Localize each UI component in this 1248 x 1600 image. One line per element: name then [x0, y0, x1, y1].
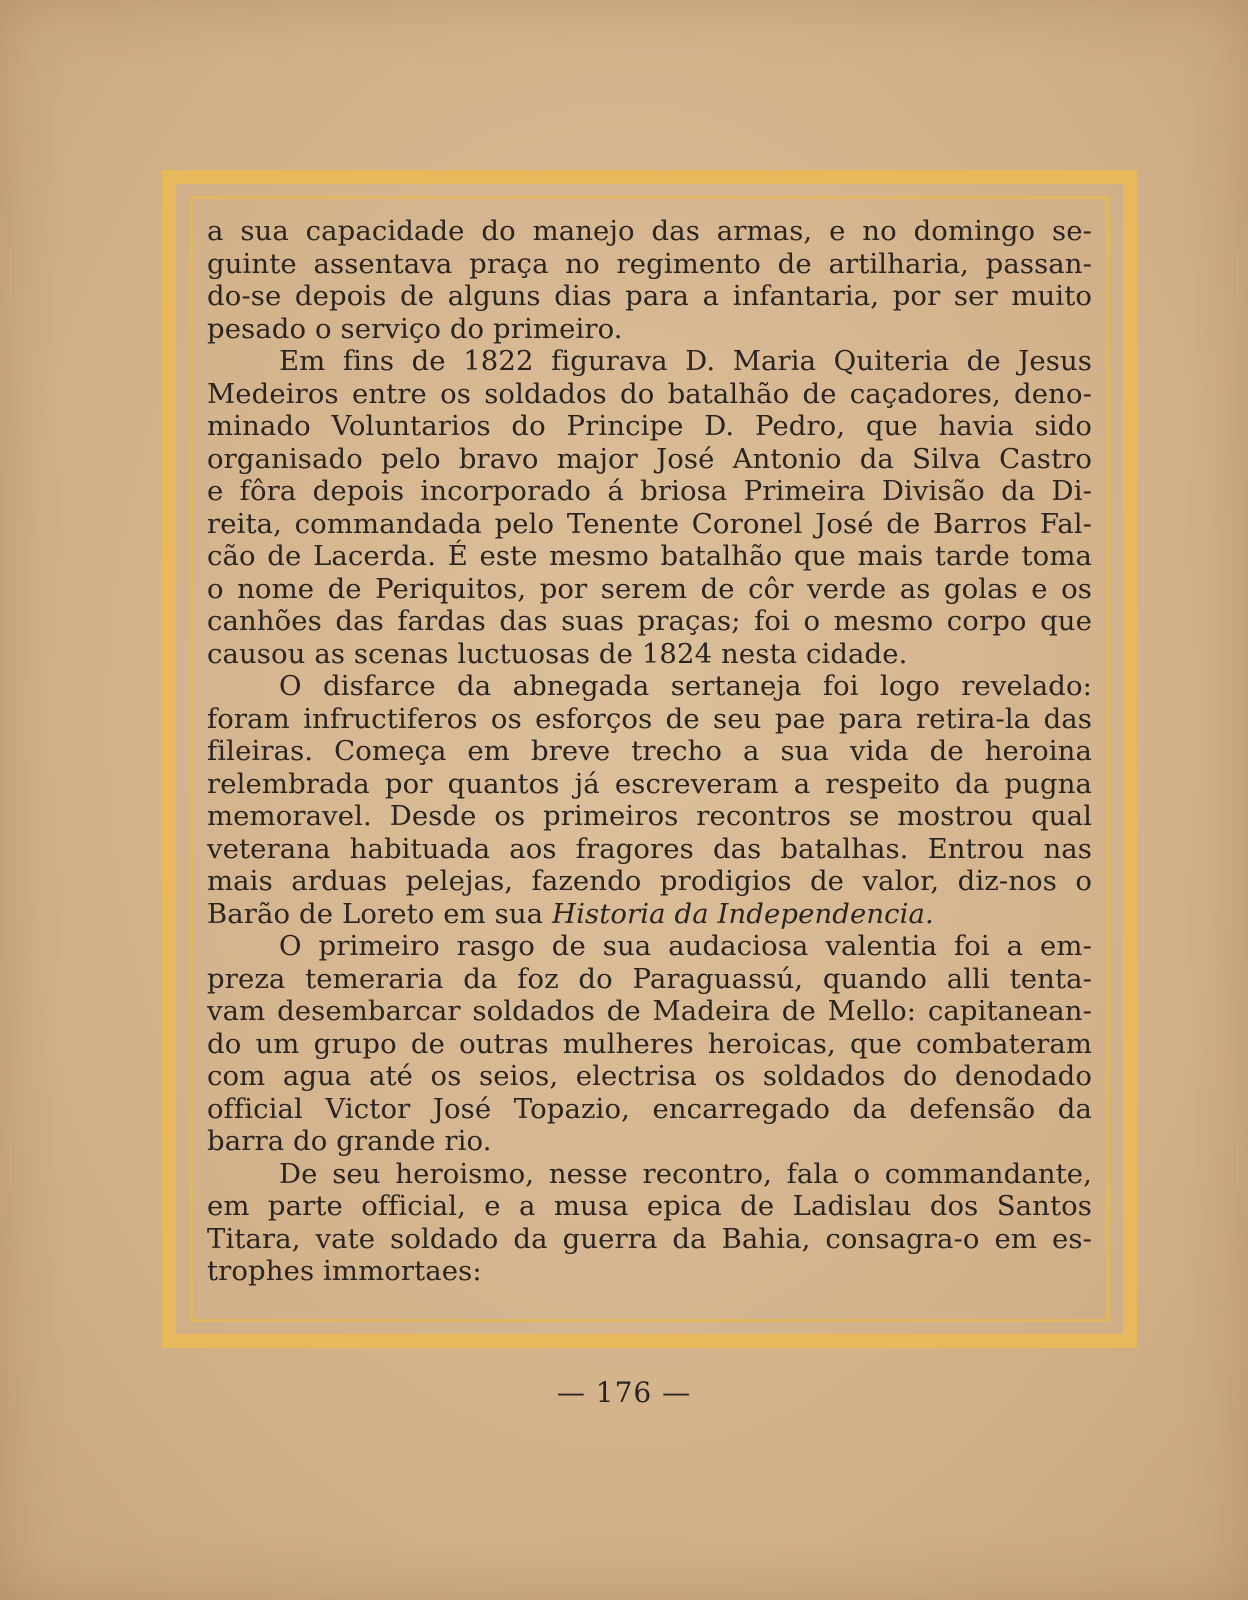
text-line: barra do grande rio. — [207, 1125, 492, 1157]
text-line: De seu heroismo, nesse recontro, fala o commandante, — [279, 1157, 1092, 1190]
body-text — [207, 215, 1092, 1288]
text-line: causou as scenas luctuosas de 1824 nesta cidade. — [207, 637, 908, 670]
text-line: a sua capacidade do manejo das armas, e no domingo se- — [207, 215, 1092, 247]
text-line-start: Barão de Loreto em sua — [207, 897, 544, 930]
text-line: foram infructiferos os esforços de seu pae para retira-la das — [207, 702, 1092, 735]
text-line: minado Voluntarios do Principe D. Pedro, que havia sido — [207, 410, 1092, 442]
text-line: guinte assentava praça no regimento de artilharia, passan- — [207, 247, 1092, 280]
text-line: relembrada por quantos já escreveram a respeito da pugna — [207, 767, 1092, 800]
text-line: canhões das fardas das suas praças; foi o mesmo corpo que — [207, 605, 1092, 637]
text-line: O disfarce da abnegada sertaneja foi logo revelado: — [279, 670, 1092, 702]
text-line: preza temeraria da foz do Paraguassú, quando alli tenta- — [207, 962, 1092, 995]
text-line: e fôra depois incorporado á briosa Primeira Divisão da Di- — [207, 475, 1092, 507]
text-line: Em fins de 1822 figurava D. Maria Quiteria de Jesus — [279, 345, 1092, 377]
text-line: mais arduas pelejas, fazendo prodigios de valor, diz-nos o — [207, 865, 1092, 897]
text-line — [207, 898, 1092, 931]
text-line: veterana habituada aos fragores das batalhas. Entrou nas — [207, 832, 1092, 865]
text-line: com agua até os seios, electrisa os soldados do denodado — [207, 1060, 1092, 1092]
text-line: fileiras. Começa em breve trecho a sua vida de heroina — [207, 735, 1092, 767]
book-title: Historia da Independencia. — [552, 897, 934, 930]
page-number: — 176 — — [556, 1376, 692, 1409]
text-line: em parte official, e a musa epica de Ladislau dos Santos — [207, 1190, 1092, 1222]
text-line: O primeiro rasgo de sua audaciosa valentia foi a em- — [279, 930, 1092, 962]
text-line: do-se depois de alguns dias para a infantaria, por ser muito — [207, 280, 1092, 312]
text-line: organisado pelo bravo major José Antonio da Silva Castro — [207, 442, 1092, 475]
text-line: o nome de Periquitos, por serem de côr verde as golas e os — [207, 572, 1092, 605]
text-line: pesado o serviço do primeiro. — [207, 312, 623, 345]
text-line: Titara, vate soldado da guerra da Bahia, consagra-o em es- — [207, 1222, 1092, 1255]
text-line: reita, commandada pelo Tenente Coronel José de Barros Fal- — [207, 507, 1092, 540]
text-line: official Victor José Topazio, encarregado da defensão da — [207, 1092, 1092, 1125]
text-line: trophes immortaes: — [207, 1255, 482, 1287]
text-line: Medeiros entre os soldados do batalhão de caçadores, deno- — [207, 377, 1092, 410]
text-line: do um grupo de outras mulheres heroicas, que combateram — [207, 1027, 1092, 1060]
text-line: memoravel. Desde os primeiros recontros se mostrou qual — [207, 800, 1092, 832]
text-line: cão de Lacerda. É este mesmo batalhão que mais tarde toma — [207, 540, 1092, 572]
text-line: vam desembarcar soldados de Madeira de Mello: capitanean- — [207, 995, 1092, 1027]
